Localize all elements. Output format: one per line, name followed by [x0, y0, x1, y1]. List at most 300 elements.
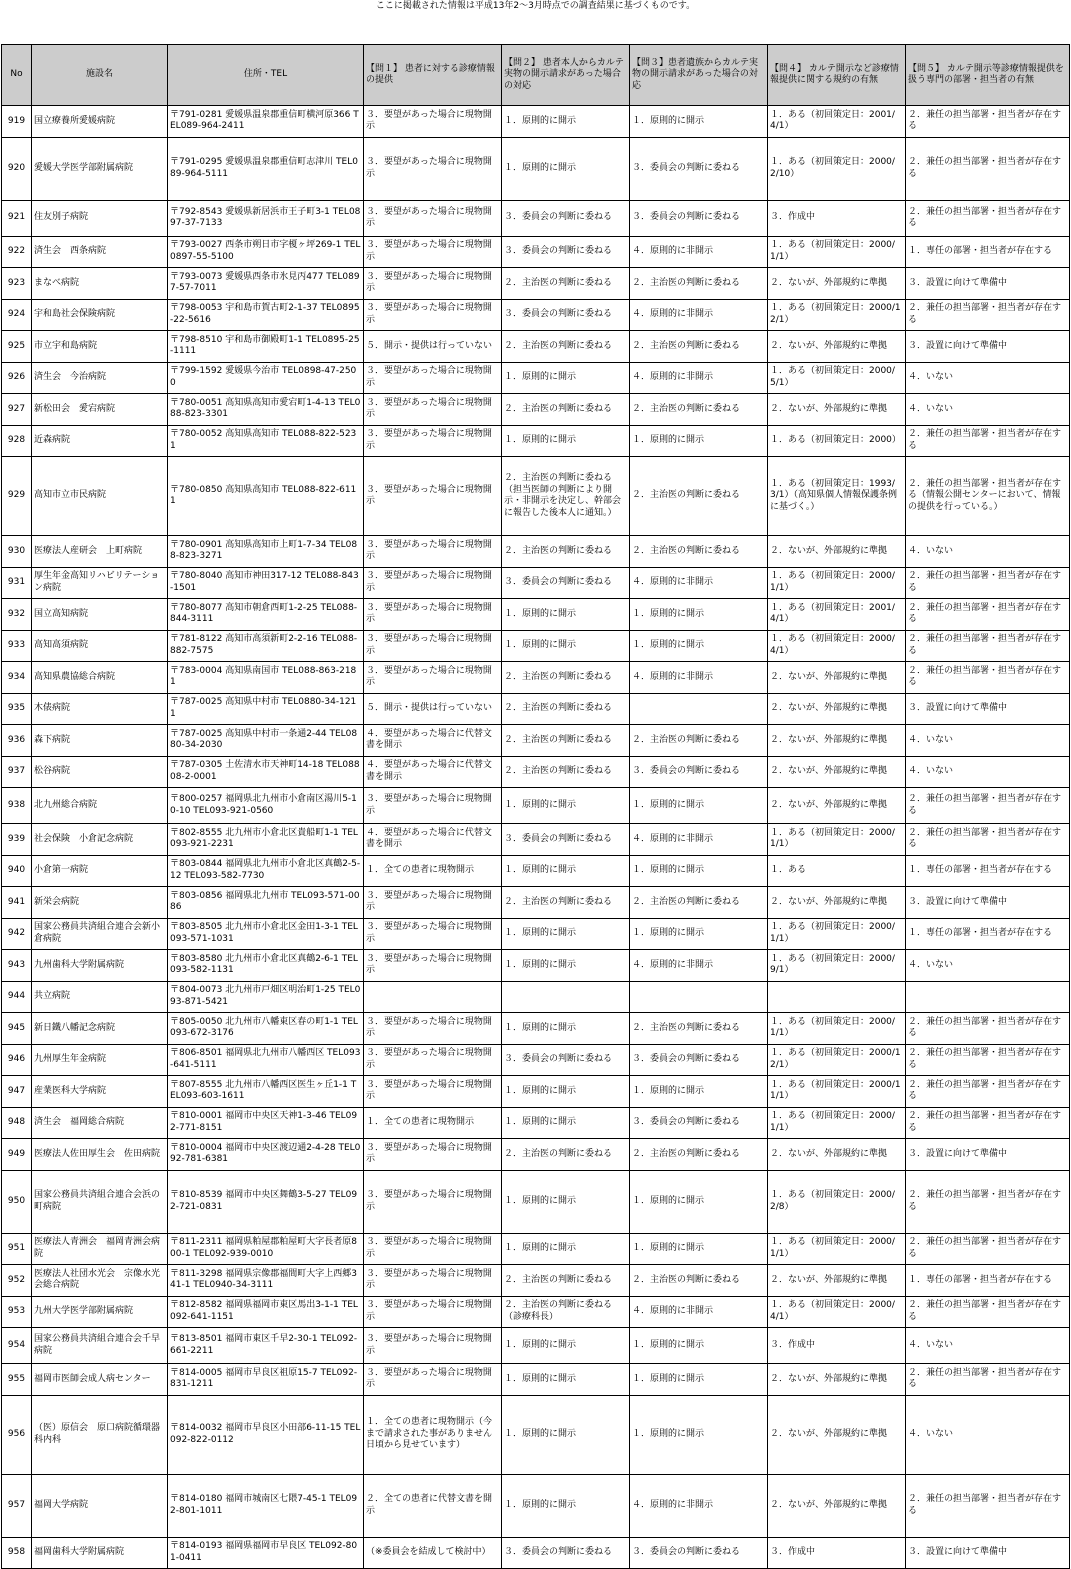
- cell-q1: １．全ての患者に現物開示: [364, 1107, 502, 1139]
- cell-q2: ２．主治医の判断に委ねる: [502, 693, 630, 725]
- cell-q3: ２．主治医の判断に委ねる: [630, 536, 768, 568]
- cell-q1: ３．要望があった場合に現物開示: [364, 918, 502, 950]
- table-row: [2, 1044, 1070, 1076]
- table-row: [2, 268, 1070, 300]
- cell-address: 〒811-2311 福岡県粕屋郡粕屋町大字長者原800-1 TEL092-939-0010: [168, 1233, 364, 1265]
- cell-address: 〒812-8582 福岡県福岡市東区馬出3-1-1 TEL092-641-1151: [168, 1296, 364, 1328]
- cell-address: 〒813-8501 福岡市東区千早2-30-1 TEL092-661-2211: [168, 1328, 364, 1364]
- cell-name: 新栄会病院: [32, 887, 168, 919]
- cell-q2: ３．委員会の判断に委ねる: [502, 299, 630, 331]
- cell-q5: ３．設置に向けて準備中: [906, 1139, 1070, 1171]
- cell-q2: ２．主治医の判断に委ねる: [502, 536, 630, 568]
- cell-q4: ２．ないが、外部規約に準拠: [768, 693, 906, 725]
- header-q4: 【問４】 カルテ開示など診療情報提供に関する規約の有無: [768, 45, 906, 106]
- cell-q5: ２．兼任の担当部署・担当者が存在する: [906, 567, 1070, 599]
- table-row: [2, 331, 1070, 363]
- cell-q5: ２．兼任の担当部署・担当者が存在する: [906, 137, 1070, 200]
- table-row: [2, 200, 1070, 236]
- table-row: [2, 236, 1070, 268]
- cell-q1: ３．要望があった場合に現物開示: [364, 137, 502, 200]
- cell-name: 松谷病院: [32, 756, 168, 788]
- cell-q3: ２．主治医の判断に委ねる: [630, 1013, 768, 1045]
- cell-name: 国立療養所愛媛病院: [32, 106, 168, 138]
- cell-q2: １．原則的に開示: [502, 599, 630, 631]
- cell-no: 930: [2, 536, 32, 568]
- cell-name: 済生会 福岡総合病院: [32, 1107, 168, 1139]
- cell-no: 955: [2, 1364, 32, 1396]
- cell-q1: ３．要望があった場合に現物開示: [364, 788, 502, 824]
- cell-q2: ２．主治医の判断に委ねる: [502, 331, 630, 363]
- cell-no: 928: [2, 425, 32, 457]
- cell-q4: １．ある（初回策定日：2000/5/1）: [768, 362, 906, 394]
- cell-q2: １．原則的に開示: [502, 425, 630, 457]
- cell-address: 〒793-0073 愛媛県西条市氷見丙477 TEL0897-57-7011: [168, 268, 364, 300]
- table-row: [2, 788, 1070, 824]
- cell-q4: １．ある（初回策定日：2000/9/1）: [768, 950, 906, 982]
- cell-q1: １．全ての患者に現物開示: [364, 855, 502, 887]
- cell-q4: １．ある（初回策定日：2001/4/1）: [768, 106, 906, 138]
- cell-address: 〒780-0051 高知県高知市愛宕町1-4-13 TEL088-823-3301: [168, 394, 364, 426]
- cell-no: 925: [2, 331, 32, 363]
- cell-name: 森下病院: [32, 725, 168, 757]
- cell-q5: ２．兼任の担当部署・担当者が存在する: [906, 788, 1070, 824]
- cell-name: 医療法人佐田厚生会 佐田病院: [32, 1139, 168, 1171]
- cell-address: 〒780-8077 高知市朝倉西町1-2-25 TEL088-844-3111: [168, 599, 364, 631]
- cell-q1: ３．要望があった場合に現物開示: [364, 362, 502, 394]
- cell-q1: ３．要望があった場合に現物開示: [364, 567, 502, 599]
- cell-address: 〒791-0281 愛媛県温泉郡重信町横河原366 TEL089-964-2411: [168, 106, 364, 138]
- cell-address: 〒810-8539 福岡市中央区舞鶴3-5-27 TEL092-721-0831: [168, 1170, 364, 1233]
- cell-q4: １．ある（初回策定日：2000/1/1）: [768, 918, 906, 950]
- cell-q5: ２．兼任の担当部署・担当者が存在する: [906, 200, 1070, 236]
- cell-no: 933: [2, 630, 32, 662]
- cell-q3: ４．原則的に非開示: [630, 950, 768, 982]
- cell-name: 医療法人産研会 上町病院: [32, 536, 168, 568]
- cell-q1: ３．要望があった場合に現物開示: [364, 1076, 502, 1108]
- table-row: [2, 950, 1070, 982]
- cell-q4: ３．作成中: [768, 1537, 906, 1569]
- cell-name: 愛媛大学医学部附属病院: [32, 137, 168, 200]
- cell-no: 927: [2, 394, 32, 426]
- cell-address: 〒804-0073 北九州市戸畑区明治町1-25 TEL093-871-5421: [168, 981, 364, 1013]
- cell-address: 〒803-8505 北九州市小倉北区金田1-3-1 TEL093-571-1031: [168, 918, 364, 950]
- cell-q5: ４．いない: [906, 536, 1070, 568]
- table-row: [2, 362, 1070, 394]
- cell-q4: ２．ないが、外部規約に準拠: [768, 1474, 906, 1537]
- cell-q3: １．原則的に開示: [630, 788, 768, 824]
- cell-name: 医療法人社団水光会 宗像水光会総合病院: [32, 1265, 168, 1297]
- cell-q4: １．ある（初回策定日：2000/12/1）: [768, 299, 906, 331]
- cell-no: 921: [2, 200, 32, 236]
- cell-q3: １．原則的に開示: [630, 106, 768, 138]
- cell-q3: ２．主治医の判断に委ねる: [630, 331, 768, 363]
- cell-address: 〒787-0025 高知県中村市 TEL0880-34-1211: [168, 693, 364, 725]
- cell-name: 市立宇和島病院: [32, 331, 168, 363]
- cell-address: 〒802-8555 北九州市小倉北区貴船町1-1 TEL093-921-2231: [168, 824, 364, 856]
- cell-no: 934: [2, 662, 32, 694]
- cell-no: 936: [2, 725, 32, 757]
- cell-q5: ３．設置に向けて準備中: [906, 268, 1070, 300]
- cell-address: 〒807-8555 北九州市八幡西区医生ヶ丘1-1 TEL093-603-1611: [168, 1076, 364, 1108]
- cell-q4: １．ある（初回策定日：2000）: [768, 425, 906, 457]
- cell-address: 〒810-0004 福岡市中央区渡辺通2-4-28 TEL092-781-6381: [168, 1139, 364, 1171]
- cell-q4: ２．ないが、外部規約に準拠: [768, 1265, 906, 1297]
- cell-q2: １．原則的に開示: [502, 1170, 630, 1233]
- cell-q2: ３．委員会の判断に委ねる: [502, 1537, 630, 1569]
- cell-no: 922: [2, 236, 32, 268]
- cell-q4: １．ある（初回策定日：2000/1/1）: [768, 824, 906, 856]
- cell-no: 920: [2, 137, 32, 200]
- cell-q3: ２．主治医の判断に委ねる: [630, 725, 768, 757]
- cell-q5: １．専任の部署・担当者が存在する: [906, 918, 1070, 950]
- cell-q1: ３．要望があった場合に現物開示: [364, 425, 502, 457]
- cell-name: 国家公務員共済組合連合会浜の町病院: [32, 1170, 168, 1233]
- cell-address: 〒803-0856 福岡県北九州市 TEL093-571-0086: [168, 887, 364, 919]
- cell-q2: １．原則的に開示: [502, 362, 630, 394]
- cell-name: 木俵病院: [32, 693, 168, 725]
- cell-q5: ２．兼任の担当部署・担当者が存在する: [906, 1170, 1070, 1233]
- cell-q5: ２．兼任の担当部署・担当者が存在する: [906, 106, 1070, 138]
- cell-q3: ４．原則的に非開示: [630, 824, 768, 856]
- cell-q5: ２．兼任の担当部署・担当者が存在する: [906, 1474, 1070, 1537]
- cell-no: 944: [2, 981, 32, 1013]
- cell-no: 932: [2, 599, 32, 631]
- cell-name: 共立病院: [32, 981, 168, 1013]
- cell-no: 924: [2, 299, 32, 331]
- header-address: 住所・TEL: [168, 45, 364, 106]
- cell-name: まなべ病院: [32, 268, 168, 300]
- cell-no: 953: [2, 1296, 32, 1328]
- cell-q5: ４．いない: [906, 362, 1070, 394]
- table-row: [2, 1013, 1070, 1045]
- cell-q2: ２．主治医の判断に委ねる（担当医師の判断により開示・非開示を決定し、幹部会に報告した後本人に通知。）: [502, 457, 630, 536]
- cell-no: 919: [2, 106, 32, 138]
- cell-q3: ２．主治医の判断に委ねる: [630, 1265, 768, 1297]
- cell-q2: [502, 981, 630, 1013]
- cell-q4: １．ある（初回策定日：2000/1/1）: [768, 1107, 906, 1139]
- cell-q2: １．原則的に開示: [502, 950, 630, 982]
- cell-q1: ３．要望があった場合に現物開示: [364, 1170, 502, 1233]
- table-row: [2, 855, 1070, 887]
- cell-q1: （※委員会を結成して検討中）: [364, 1537, 502, 1569]
- header-q3: 【問３】患者遺族からカルテ実物の開示請求があった場合の対応: [630, 45, 768, 106]
- cell-q1: ３．要望があった場合に現物開示: [364, 1364, 502, 1396]
- table-row: [2, 1139, 1070, 1171]
- cell-no: 958: [2, 1537, 32, 1569]
- cell-q2: １．原則的に開示: [502, 1076, 630, 1108]
- cell-q4: ３．作成中: [768, 1328, 906, 1364]
- cell-q1: ３．要望があった場合に現物開示: [364, 200, 502, 236]
- table-row: [2, 725, 1070, 757]
- table-row: [2, 299, 1070, 331]
- header-q1: 【問１】 患者に対する診療情報の提供: [364, 45, 502, 106]
- cell-address: 〒800-0257 福岡県北九州市小倉南区湯川5-10-10 TEL093-921-0560: [168, 788, 364, 824]
- cell-q4: ２．ないが、外部規約に準拠: [768, 887, 906, 919]
- cell-address: 〒780-8040 高知市神田317-12 TEL088-843-1501: [168, 567, 364, 599]
- cell-q2: ３．委員会の判断に委ねる: [502, 567, 630, 599]
- cell-q3: ３．委員会の判断に委ねる: [630, 1044, 768, 1076]
- cell-q4: １．ある: [768, 855, 906, 887]
- cell-q5: ２．兼任の担当部署・担当者が存在する: [906, 1364, 1070, 1396]
- cell-address: 〒803-0844 福岡県北九州市小倉北区真鶴2-5-12 TEL093-582-7730: [168, 855, 364, 887]
- cell-q3: ３．委員会の判断に委ねる: [630, 200, 768, 236]
- cell-name: 新日鐵八幡記念病院: [32, 1013, 168, 1045]
- cell-name: 小倉第一病院: [32, 855, 168, 887]
- cell-q5: ２．兼任の担当部署・担当者が存在する: [906, 299, 1070, 331]
- cell-q4: ３．作成中: [768, 200, 906, 236]
- cell-no: 942: [2, 918, 32, 950]
- table-row: [2, 425, 1070, 457]
- cell-q3: ４．原則的に非開示: [630, 567, 768, 599]
- table-row: [2, 824, 1070, 856]
- cell-no: 923: [2, 268, 32, 300]
- cell-q2: ２．主治医の判断に委ねる: [502, 1139, 630, 1171]
- cell-name: 厚生年金高知リハビリテーション病院: [32, 567, 168, 599]
- cell-q5: ２．兼任の担当部署・担当者が存在する: [906, 1013, 1070, 1045]
- table-row: [2, 1296, 1070, 1328]
- cell-q5: ４．いない: [906, 756, 1070, 788]
- cell-q5: １．専任の部署・担当者が存在する: [906, 236, 1070, 268]
- cell-address: 〒814-0193 福岡県福岡市早良区 TEL092-801-0411: [168, 1537, 364, 1569]
- survey-note: ここに掲載された情報は平成13年2～3月時点での調査結果に基づくものです。: [375, 1, 696, 11]
- cell-q4: １．ある（初回策定日：2000/1/1）: [768, 236, 906, 268]
- table-row: [2, 394, 1070, 426]
- cell-address: 〒780-0901 高知県高知市上町1-7-34 TEL088-823-3271: [168, 536, 364, 568]
- cell-q3: ２．主治医の判断に委ねる: [630, 268, 768, 300]
- cell-q2: ２．主治医の判断に委ねる: [502, 887, 630, 919]
- cell-q1: ３．要望があった場合に現物開示: [364, 630, 502, 662]
- cell-q3: １．原則的に開示: [630, 630, 768, 662]
- cell-no: 948: [2, 1107, 32, 1139]
- cell-q2: ２．主治医の判断に委ねる: [502, 394, 630, 426]
- cell-no: 935: [2, 693, 32, 725]
- cell-no: 946: [2, 1044, 32, 1076]
- cell-q2: ３．委員会の判断に委ねる: [502, 200, 630, 236]
- cell-q5: ２．兼任の担当部署・担当者が存在する: [906, 1107, 1070, 1139]
- cell-q3: ２．主治医の判断に委ねる: [630, 1139, 768, 1171]
- cell-q4: １．ある（初回策定日：2000/12/1）: [768, 1044, 906, 1076]
- cell-name: 近森病院: [32, 425, 168, 457]
- cell-q5: ４．いない: [906, 725, 1070, 757]
- cell-q2: １．原則的に開示: [502, 1107, 630, 1139]
- cell-q4: １．ある（初回策定日：2000/1/1）: [768, 567, 906, 599]
- cell-name: 国立高知病院: [32, 599, 168, 631]
- cell-q1: ３．要望があった場合に現物開示: [364, 236, 502, 268]
- cell-address: 〒780-0052 高知県高知市 TEL088-822-5231: [168, 425, 364, 457]
- cell-no: 943: [2, 950, 32, 982]
- cell-address: 〒803-8580 北九州市小倉北区真鶴2-6-1 TEL093-582-1131: [168, 950, 364, 982]
- cell-name: 済生会 今治病院: [32, 362, 168, 394]
- cell-q5: ２．兼任の担当部署・担当者が存在する: [906, 824, 1070, 856]
- cell-name: （医）原信会 原口病院循環器科内科: [32, 1395, 168, 1474]
- cell-q1: [364, 981, 502, 1013]
- cell-q1: ３．要望があった場合に現物開示: [364, 457, 502, 536]
- cell-address: 〒792-8543 愛媛県新居浜市王子町3-1 TEL0897-37-7133: [168, 200, 364, 236]
- cell-q1: ３．要望があった場合に現物開示: [364, 1265, 502, 1297]
- table-row: [2, 137, 1070, 200]
- cell-q4: １．ある（初回策定日：2000/2/10）: [768, 137, 906, 200]
- cell-no: 954: [2, 1328, 32, 1364]
- cell-address: 〒787-0305 土佐清水市天神町14-18 TEL08808-2-0001: [168, 756, 364, 788]
- table-row: [2, 1076, 1070, 1108]
- cell-q1: ４．要望があった場合に代替文書を開示: [364, 725, 502, 757]
- cell-q3: ４．原則的に非開示: [630, 299, 768, 331]
- cell-name: 福岡大学病院: [32, 1474, 168, 1537]
- cell-q4: １．ある（初回策定日：2000/1/1）: [768, 1013, 906, 1045]
- cell-q3: １．原則的に開示: [630, 1364, 768, 1396]
- cell-address: 〒814-0180 福岡市城南区七隈7-45-1 TEL092-801-1011: [168, 1474, 364, 1537]
- cell-q1: ３．要望があった場合に現物開示: [364, 1139, 502, 1171]
- cell-q2: １．原則的に開示: [502, 1474, 630, 1537]
- cell-q2: ２．主治医の判断に委ねる（診療科長）: [502, 1296, 630, 1328]
- cell-no: 937: [2, 756, 32, 788]
- cell-q2: １．原則的に開示: [502, 630, 630, 662]
- cell-q3: １．原則的に開示: [630, 1328, 768, 1364]
- cell-q5: [906, 981, 1070, 1013]
- cell-q4: ２．ないが、外部規約に準拠: [768, 536, 906, 568]
- table-row: [2, 536, 1070, 568]
- cell-no: 949: [2, 1139, 32, 1171]
- cell-q4: ２．ないが、外部規約に準拠: [768, 268, 906, 300]
- cell-q4: ２．ないが、外部規約に準拠: [768, 1364, 906, 1396]
- cell-name: 福岡歯科大学附属病院: [32, 1537, 168, 1569]
- cell-name: 医療法人青洲会 福岡青洲会病院: [32, 1233, 168, 1265]
- table-row: [2, 1233, 1070, 1265]
- cell-q3: １．原則的に開示: [630, 855, 768, 887]
- table-row: [2, 630, 1070, 662]
- cell-q3: ４．原則的に非開示: [630, 1474, 768, 1537]
- cell-address: 〒814-0032 福岡市早良区小田部6-11-15 TEL092-822-0112: [168, 1395, 364, 1474]
- cell-address: 〒811-3298 福岡県宗像郡福間町大字上西郷341-1 TEL0940-34-3111: [168, 1265, 364, 1297]
- cell-q2: ３．委員会の判断に委ねる: [502, 236, 630, 268]
- cell-address: 〒798-0053 宇和島市賀古町2-1-37 TEL0895-22-5616: [168, 299, 364, 331]
- cell-address: 〒814-0005 福岡市早良区祖原15-7 TEL092-831-1211: [168, 1364, 364, 1396]
- cell-address: 〒798-8510 宇和島市御殿町1-1 TEL0895-25-1111: [168, 331, 364, 363]
- cell-q2: １．原則的に開示: [502, 788, 630, 824]
- cell-q5: ３．設置に向けて準備中: [906, 693, 1070, 725]
- cell-q5: １．専任の部署・担当者が存在する: [906, 1265, 1070, 1297]
- cell-q1: ２．全ての患者に代替文書を開示: [364, 1474, 502, 1537]
- cell-q3: １．原則的に開示: [630, 1233, 768, 1265]
- cell-q1: ３．要望があった場合に現物開示: [364, 887, 502, 919]
- cell-q3: １．原則的に開示: [630, 1395, 768, 1474]
- cell-q5: ３．設置に向けて準備中: [906, 1537, 1070, 1569]
- cell-name: 住友別子病院: [32, 200, 168, 236]
- table-row: [2, 106, 1070, 138]
- cell-q4: １．ある（初回策定日：2000/4/1）: [768, 1296, 906, 1328]
- cell-q4: １．ある（初回策定日：2000/2/8）: [768, 1170, 906, 1233]
- cell-q3: １．原則的に開示: [630, 599, 768, 631]
- header-name: 施設名: [32, 45, 168, 106]
- cell-q1: ３．要望があった場合に現物開示: [364, 662, 502, 694]
- cell-q4: ２．ないが、外部規約に準拠: [768, 725, 906, 757]
- cell-q3: ３．委員会の判断に委ねる: [630, 756, 768, 788]
- cell-q5: ４．いない: [906, 950, 1070, 982]
- cell-q3: １．原則的に開示: [630, 1170, 768, 1233]
- cell-q1: ３．要望があった場合に現物開示: [364, 1328, 502, 1364]
- cell-address: 〒783-0004 高知県南国市 TEL088-863-2181: [168, 662, 364, 694]
- cell-q1: ３．要望があった場合に現物開示: [364, 536, 502, 568]
- cell-q1: ３．要望があった場合に現物開示: [364, 394, 502, 426]
- table-row: [2, 1395, 1070, 1474]
- cell-q1: ４．要望があった場合に代替文書を開示: [364, 756, 502, 788]
- cell-q4: １．ある（初回策定日：2001/4/1）: [768, 599, 906, 631]
- cell-q5: ４．いない: [906, 1395, 1070, 1474]
- cell-q3: ２．主治医の判断に委ねる: [630, 457, 768, 536]
- cell-q1: ５．開示・提供は行っていない: [364, 693, 502, 725]
- cell-q4: ２．ないが、外部規約に準拠: [768, 756, 906, 788]
- cell-q2: ３．委員会の判断に委ねる: [502, 824, 630, 856]
- cell-q1: ４．要望があった場合に代替文書を開示: [364, 824, 502, 856]
- cell-address: 〒791-0295 愛媛県温泉郡重信町志津川 TEL089-964-5111: [168, 137, 364, 200]
- cell-q5: ３．設置に向けて準備中: [906, 887, 1070, 919]
- cell-q2: １．原則的に開示: [502, 1364, 630, 1396]
- cell-no: 957: [2, 1474, 32, 1537]
- cell-q5: ２．兼任の担当部署・担当者が存在する: [906, 1044, 1070, 1076]
- cell-q1: ３．要望があった場合に現物開示: [364, 268, 502, 300]
- cell-q1: ５．開示・提供は行っていない: [364, 331, 502, 363]
- table-row: [2, 1328, 1070, 1364]
- cell-q1: ３．要望があった場合に現物開示: [364, 1233, 502, 1265]
- table-row: [2, 756, 1070, 788]
- cell-q4: ２．ないが、外部規約に準拠: [768, 1139, 906, 1171]
- cell-q3: １．原則的に開示: [630, 425, 768, 457]
- cell-q4: ２．ないが、外部規約に準拠: [768, 1395, 906, 1474]
- cell-name: 新松田会 愛宕病院: [32, 394, 168, 426]
- cell-q5: ２．兼任の担当部署・担当者が存在する: [906, 1233, 1070, 1265]
- cell-q1: ３．要望があった場合に現物開示: [364, 106, 502, 138]
- cell-address: 〒787-0025 高知県中村市一条通2-44 TEL0880-34-2030: [168, 725, 364, 757]
- cell-name: 国家公務員共済組合連合会千早病院: [32, 1328, 168, 1364]
- cell-q4: ２．ないが、外部規約に準拠: [768, 331, 906, 363]
- cell-q2: ２．主治医の判断に委ねる: [502, 1265, 630, 1297]
- cell-address: 〒810-0001 福岡市中央区天神1-3-46 TEL092-771-8151: [168, 1107, 364, 1139]
- cell-q3: [630, 981, 768, 1013]
- cell-q5: ４．いない: [906, 1328, 1070, 1364]
- cell-no: 956: [2, 1395, 32, 1474]
- header-row: [2, 45, 1070, 106]
- cell-q3: １．原則的に開示: [630, 918, 768, 950]
- table-row: [2, 662, 1070, 694]
- table-row: [2, 567, 1070, 599]
- cell-q4: １．ある（初回策定日：2000/4/1）: [768, 630, 906, 662]
- cell-q4: １．ある（初回策定日：2000/11/1）: [768, 1076, 906, 1108]
- cell-no: 939: [2, 824, 32, 856]
- cell-q4: ２．ないが、外部規約に準拠: [768, 662, 906, 694]
- cell-q1: ３．要望があった場合に現物開示: [364, 1296, 502, 1328]
- cell-q5: ２．兼任の担当部署・担当者が存在する: [906, 599, 1070, 631]
- table-row: [2, 1107, 1070, 1139]
- hospital-table: [1, 44, 1070, 1569]
- cell-address: 〒793-0027 西条市朔日市字榎ヶ坪269-1 TEL0897-55-5100: [168, 236, 364, 268]
- table-row: [2, 693, 1070, 725]
- cell-q2: １．原則的に開示: [502, 1233, 630, 1265]
- cell-address: 〒781-8122 高知市高須新町2-2-16 TEL088-882-7575: [168, 630, 364, 662]
- cell-q5: ３．設置に向けて準備中: [906, 331, 1070, 363]
- cell-no: 938: [2, 788, 32, 824]
- cell-name: 社会保険 小倉記念病院: [32, 824, 168, 856]
- cell-q3: ２．主治医の判断に委ねる: [630, 394, 768, 426]
- cell-q3: ４．原則的に非開示: [630, 236, 768, 268]
- cell-q2: ２．主治医の判断に委ねる: [502, 662, 630, 694]
- cell-address: 〒805-0050 北九州市八幡東区春の町1-1 TEL093-672-3176: [168, 1013, 364, 1045]
- cell-q4: １．ある（初回策定日：2000/1/1）: [768, 1233, 906, 1265]
- table-row: [2, 981, 1070, 1013]
- cell-name: 九州歯科大学附属病院: [32, 950, 168, 982]
- cell-q3: ３．委員会の判断に委ねる: [630, 137, 768, 200]
- cell-q4: ２．ないが、外部規約に準拠: [768, 788, 906, 824]
- cell-q1: １．全ての患者に現物開示（今まで請求された事がありません日頃から見せています）: [364, 1395, 502, 1474]
